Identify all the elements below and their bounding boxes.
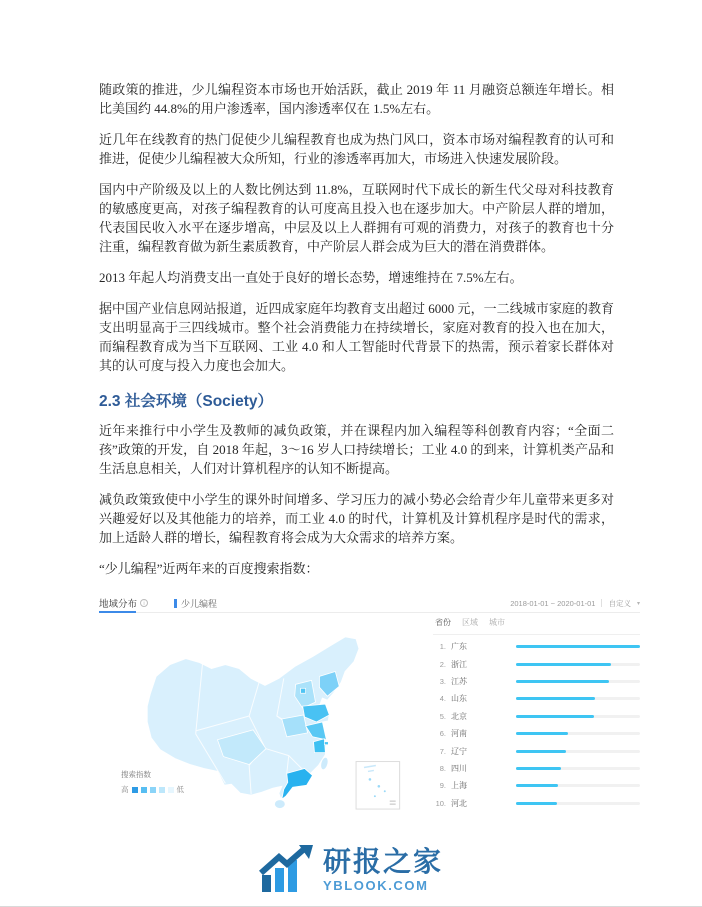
ranking-row: [433, 673, 640, 690]
footer-watermark: [0, 845, 702, 895]
province-shanghai[interactable]: [324, 742, 328, 745]
province-name: 山东: [451, 694, 467, 704]
chart-caption: “少儿编程”近两年来的百度搜索指数：: [99, 561, 319, 576]
brand-logo-icon: [259, 845, 313, 895]
index-bar-fill: [516, 732, 568, 735]
rank-number: 10.: [435, 798, 446, 808]
index-bar-fill: [516, 802, 557, 805]
province-name: 上海: [451, 781, 467, 791]
province-name: 河北: [451, 798, 467, 808]
rank-number: 5.: [439, 711, 446, 721]
legend-swatch: [168, 787, 174, 793]
legend-low-label: 低: [176, 785, 184, 794]
widget-header: [99, 594, 640, 613]
index-bar-track: [516, 732, 640, 735]
brand-text: [323, 848, 443, 892]
chevron-down-icon: ▾: [636, 600, 640, 607]
index-bar-track: [516, 767, 640, 770]
index-bar-track: [516, 680, 640, 683]
legend-swatch: [132, 787, 138, 793]
divider: [601, 599, 602, 607]
intro-paragraphs: [99, 80, 640, 375]
ranking-row: [433, 795, 640, 812]
paragraph: 2013 年起人均消费支出一直处于良好的增长态势，增速维持在 7.5%左右。: [99, 270, 523, 285]
index-bar-fill: [516, 663, 611, 666]
ranking-row: [433, 725, 640, 742]
index-bar-fill: [516, 697, 595, 700]
province-name: 辽宁: [451, 746, 467, 756]
legend-title: 搜索指数: [121, 770, 151, 779]
series-legend[interactable]: [174, 597, 217, 610]
ranking-row: [433, 638, 640, 655]
search-index-legend: [121, 769, 184, 795]
tab-label: 地域分布: [99, 599, 138, 610]
panel-tabs: [433, 613, 640, 635]
china-map[interactable]: [99, 617, 429, 815]
ranking-row: [433, 708, 640, 725]
index-bar-track: [516, 645, 640, 648]
legend-swatch: [141, 787, 147, 793]
series-color-chip: [174, 599, 177, 608]
rank-number: 3.: [439, 676, 446, 686]
panel-tab-3[interactable]: 城市: [489, 618, 505, 627]
ranking-row: [433, 690, 640, 707]
baidu-index-widget: [99, 594, 640, 816]
legend-swatches: [132, 787, 174, 793]
rank-number: 1.: [439, 642, 446, 652]
legend-swatch: [159, 787, 165, 793]
province-name: 广东: [451, 642, 467, 652]
tab-region-distribution[interactable]: [99, 594, 152, 612]
ranking-row: [433, 742, 640, 759]
ranking-row: [433, 655, 640, 672]
rank-number: 2.: [439, 659, 446, 669]
index-bar-fill: [516, 767, 561, 770]
index-bar-track: [516, 750, 640, 753]
index-bar-fill: [516, 784, 558, 787]
index-bar-fill: [516, 715, 594, 718]
index-bar-track: [516, 663, 640, 666]
province-name: 浙江: [451, 659, 467, 669]
index-bar-fill: [516, 680, 609, 683]
ranking-list: [433, 635, 640, 812]
rank-number: 6.: [439, 729, 446, 739]
date-range[interactable]: 2018-01-01 ~ 2020-01-01: [510, 598, 596, 608]
rank-number: 7.: [439, 746, 446, 756]
paragraph: 据中国产业信息网站报道，近四成家庭年均教育支出超过 6000 元，一二线城市家庭的教育支出明显高于三四线城市。整个社会消费能力在持续增长，家庭对教育的投入也在加大，而编程教育成为当下互联网、工业 4.0 和人工智能时代背景下的热需，预示着家长群体对其的认可度与投入力度也会加大。: [99, 301, 614, 373]
series-label: 少儿编程: [181, 598, 218, 609]
paragraph: 近年来推行中小学生及教师的减负政策，并在课程内加入编程等科创教育内容；“全面二孩”政策的开发，自 2018 年起，3～16 岁人口持续增长；工业 4.0 的到来，计算机类产品和生活息息相关，人们对计算机程序的认知不断提高。: [99, 423, 614, 476]
province-name: 北京: [451, 711, 467, 721]
province-name: 河南: [451, 729, 467, 739]
province-henan[interactable]: [282, 715, 308, 737]
index-bar-track: [516, 697, 640, 700]
province-name: 江苏: [451, 676, 467, 686]
ranking-row: [433, 777, 640, 794]
section-paragraphs: [99, 421, 640, 547]
index-bar-fill: [516, 750, 566, 753]
ranking-row: [433, 760, 640, 777]
south-china-sea-inset: [356, 762, 400, 810]
province-name: 四川: [451, 763, 467, 773]
brand-name: 研报之家: [322, 846, 443, 877]
index-bar-track: [516, 715, 640, 718]
index-bar-track: [516, 802, 640, 805]
hainan-island[interactable]: [275, 800, 285, 808]
index-bar-track: [516, 784, 640, 787]
paragraph: 随政策的推进，少儿编程资本市场也开始活跃，截止 2019 年 11 月融资总额连年增长。相比美国约 44.8%的用户渗透率，国内渗透率仅在 1.5%左右。: [99, 82, 614, 116]
paragraph: 国内中产阶级及以上的人数比例达到 11.8%，互联网时代下成长的新生代父母对科技教育的敏感度更高，对孩子编程教育的认可度高且投入也在逐步加大。中产阶层人群的增加，代表国民收入水平在逐步增高，中层及以上人群拥有可观的消费力，对孩子的教育也十分注重，编程教育做为新生素质教育，中产阶层人群会成为巨大的潜在消费群体。: [99, 182, 614, 254]
province-beijing[interactable]: [301, 688, 306, 693]
panel-tab-1[interactable]: 省份: [435, 618, 451, 627]
rank-number: 4.: [439, 694, 446, 704]
info-icon[interactable]: i: [140, 599, 148, 607]
brand-site: YBLOOK.COM: [322, 878, 429, 893]
paragraph: 减负政策致使中小学生的课外时间增多、学习压力的减小势必会给青少年儿童带来更多对兴趣爱好以及其他能力的培养，而工业 4.0 的时代，计算机及计算机程序是时代的需求，加上适龄人群的增长，编程教育将会成为大众需求的培养方案。: [99, 492, 614, 545]
custom-range-button[interactable]: 自定义: [608, 598, 631, 608]
panel-tab-2[interactable]: 区域: [462, 618, 478, 627]
ranking-panel: [433, 613, 640, 812]
legend-high-label: 高: [121, 785, 129, 794]
province-zhejiang[interactable]: [314, 739, 326, 753]
rank-number: 9.: [439, 781, 446, 791]
legend-scale: [121, 784, 184, 795]
page-content: [99, 80, 640, 816]
legend-swatch: [150, 787, 156, 793]
rank-number: 8.: [439, 763, 446, 773]
paragraph: 近几年在线教育的热门促使少儿编程教育也成为热门风口，资本市场对编程教育的认可和推进，促使少儿编程被大众所知，行业的渗透率再加大，市场进入快速发展阶段。: [99, 132, 614, 166]
date-controls: [510, 598, 640, 609]
index-bar-fill: [516, 645, 640, 648]
section-heading: 2.3 社会环境（Society）: [99, 393, 273, 410]
widget-body: [99, 613, 640, 816]
